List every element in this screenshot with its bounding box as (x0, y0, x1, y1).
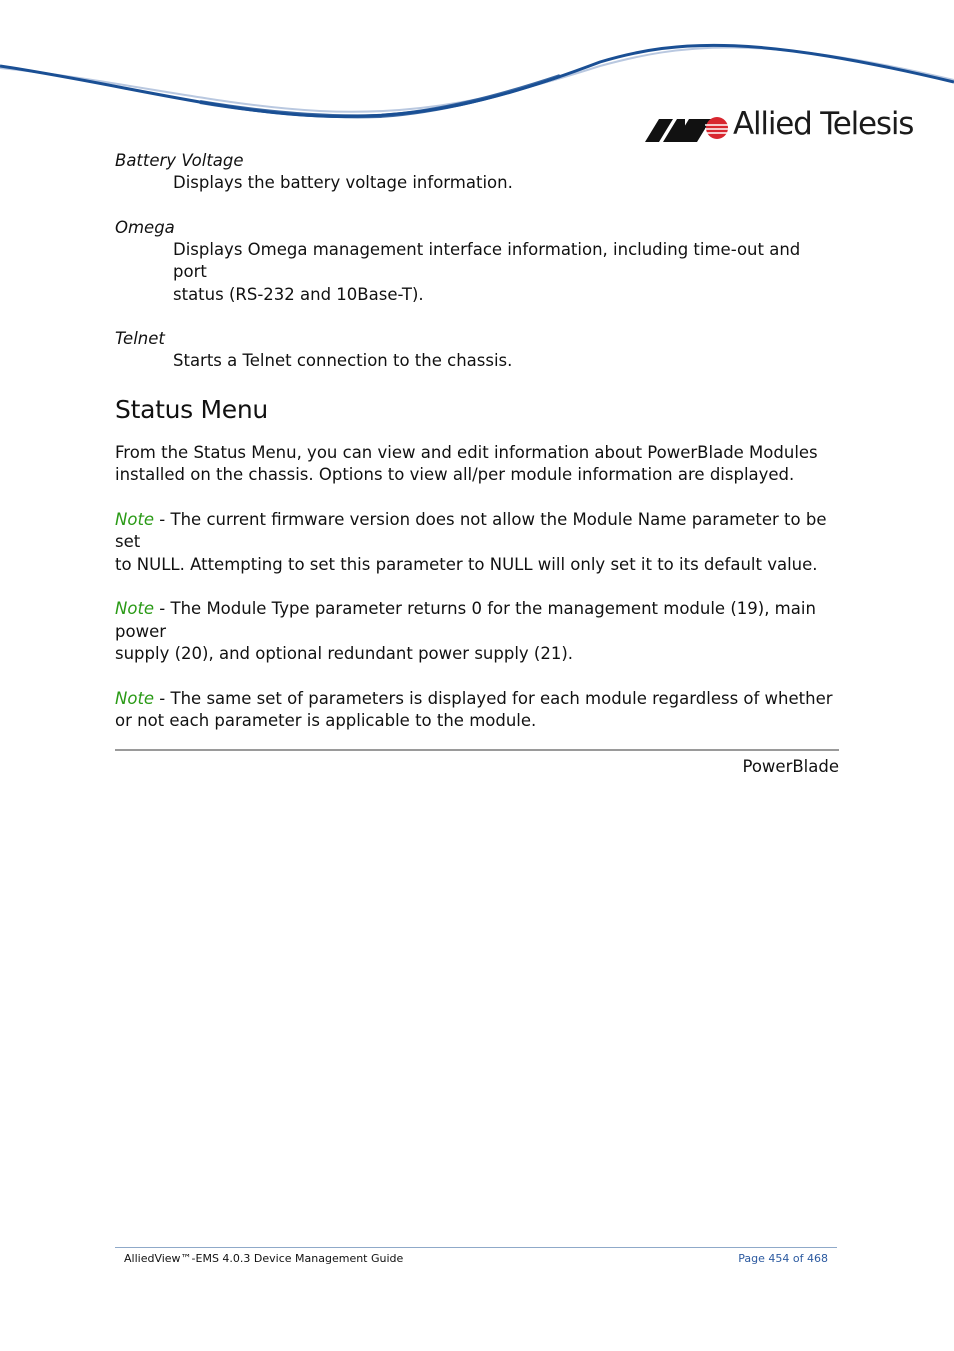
footer-page-number: Page 454 of 468 (738, 1252, 828, 1265)
paragraph-line: installed on the chassis. Options to view all/per module information are displayed. (115, 465, 795, 484)
definition-description (173, 239, 839, 307)
page-content (115, 150, 839, 776)
footer-guide-title: AlliedView™-EMS 4.0.3 Device Management Guide (124, 1252, 404, 1265)
section-divider (115, 749, 839, 751)
note-label: Note (115, 509, 155, 529)
definition-term: Battery Voltage (115, 151, 244, 170)
description-line: status (RS-232 and 10Base-T). (173, 284, 424, 304)
paragraph-line: - The same set of parameters is displayed for each module regardless of whether (154, 688, 833, 708)
definition-description: Starts a Telnet connection to the chassis. (173, 351, 513, 370)
paragraph-line: - The Module Type parameter returns 0 for the management module (19), main power (115, 599, 816, 641)
note-label: Note (115, 599, 155, 618)
paragraph-line: From the Status Menu, you can view and edit information about PowerBlade Modules (115, 442, 818, 462)
description-line: Displays Omega management interface information, including time-out and port (173, 239, 801, 281)
allied-telesis-logo (645, 106, 914, 146)
footer-divider (115, 1247, 837, 1248)
paragraph-line: supply (20), and optional redundant power supply (21). (115, 644, 574, 663)
definition-battery-voltage (115, 150, 839, 195)
definition-description: Displays the battery voltage information. (173, 173, 513, 192)
note-paragraph (115, 509, 839, 577)
note-paragraph (115, 598, 839, 666)
definition-term: Omega (115, 217, 175, 237)
paragraph-line: to NULL. Attempting to set this parameter to NULL will only set it to its default value. (115, 554, 818, 574)
note-label: Note (115, 688, 155, 708)
definition-term: Telnet (115, 329, 165, 348)
intro-paragraph (115, 442, 839, 487)
paragraph-line: or not each parameter is applicable to the module. (115, 711, 537, 730)
definition-omega (115, 217, 839, 307)
note-paragraph (115, 688, 839, 733)
allied-telesis-mark-icon (645, 111, 729, 143)
definition-telnet (115, 328, 839, 373)
logo-text: Allied Telesis (733, 106, 914, 142)
section-heading: Status Menu (115, 394, 268, 424)
section-name-label: PowerBlade (742, 756, 839, 776)
paragraph-line: - The current firmware version does not allow the Module Name parameter to be set (115, 509, 827, 551)
